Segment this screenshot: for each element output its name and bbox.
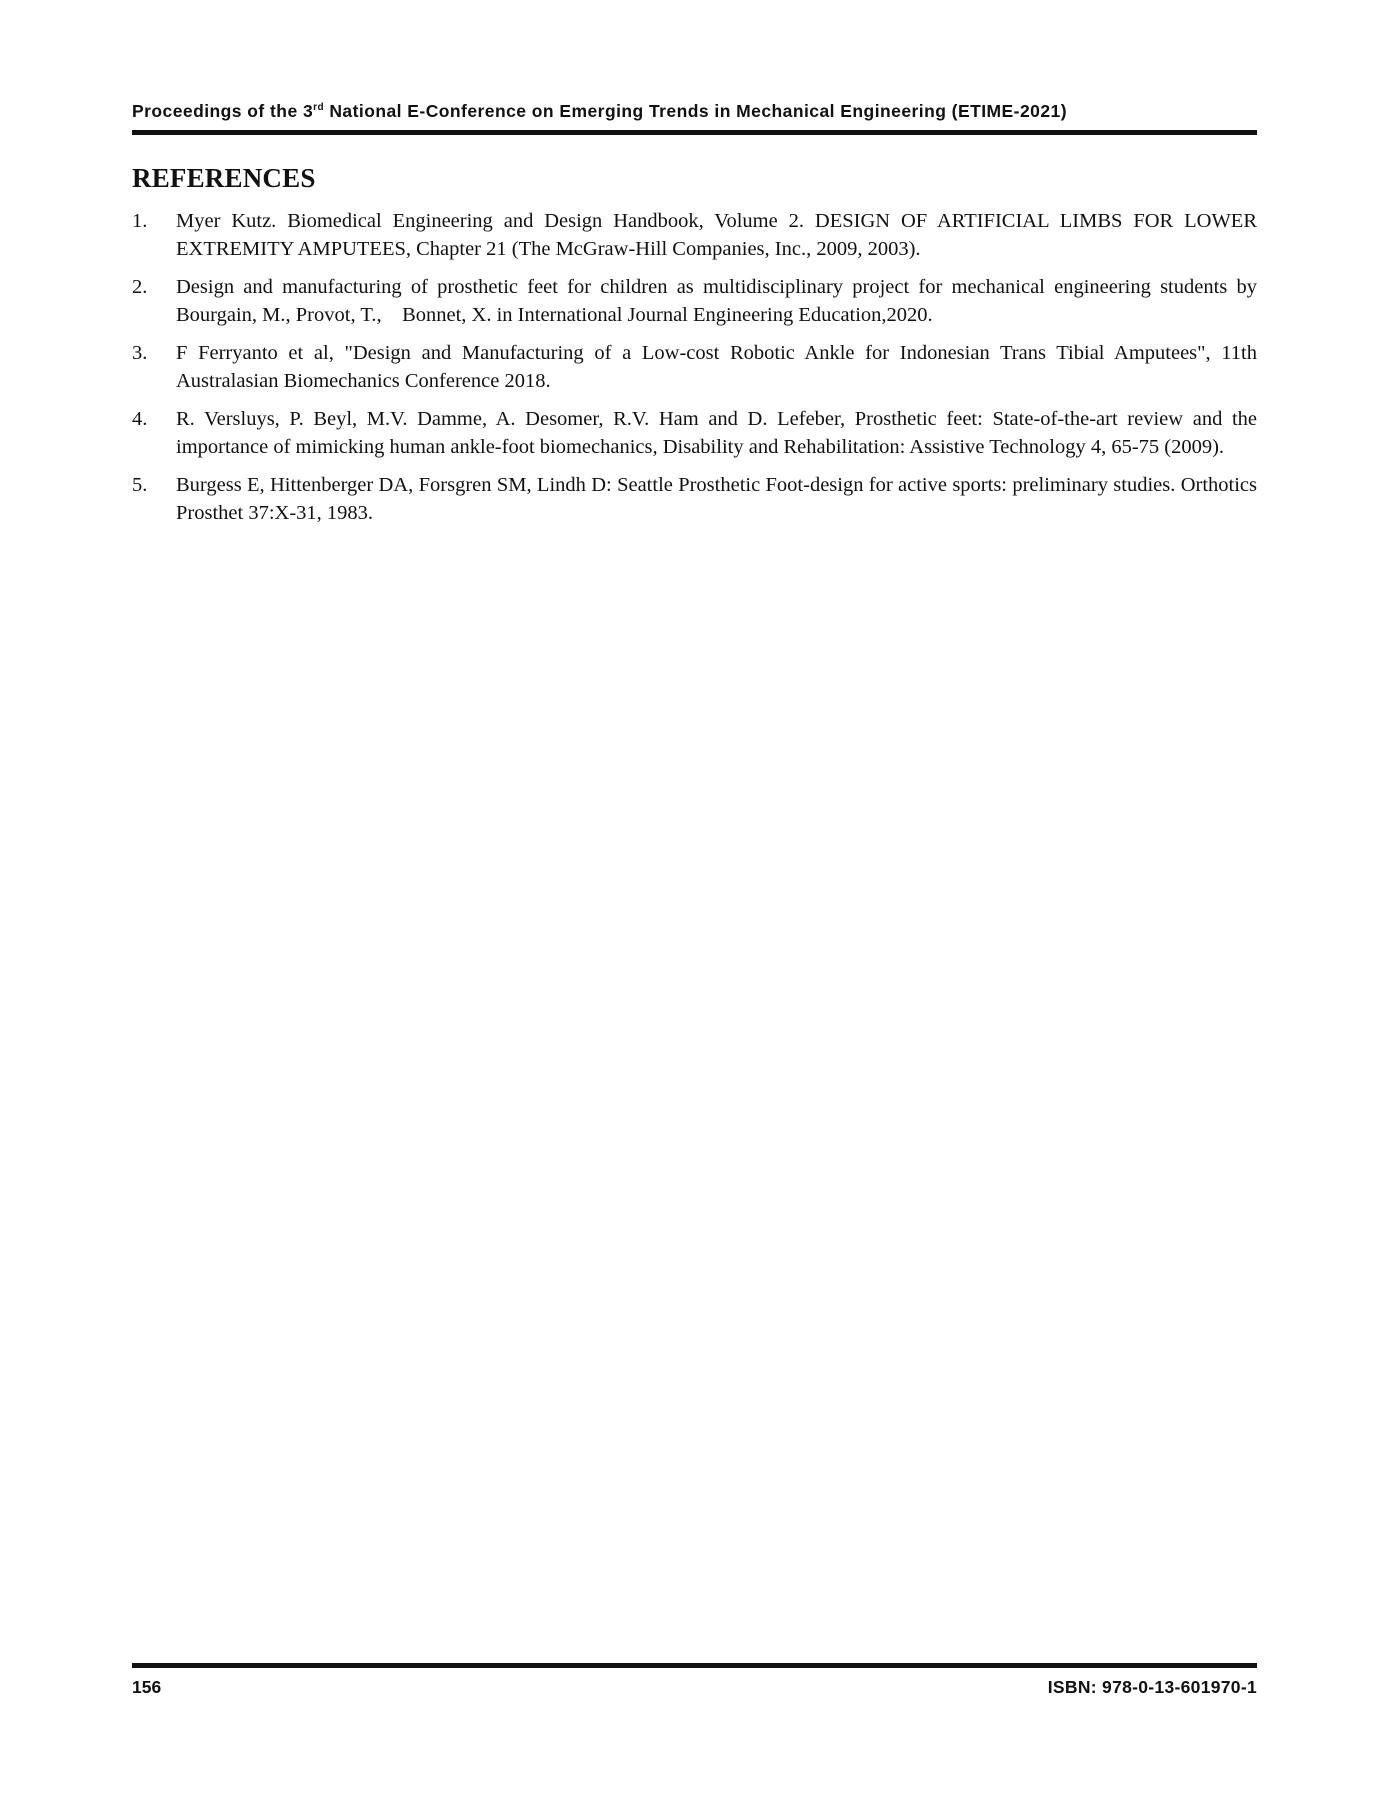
reference-number: 2.: [132, 276, 148, 298]
reference-item: [132, 472, 1257, 527]
reference-list: [132, 208, 1257, 538]
reference-item: [132, 406, 1257, 461]
reference-text: Myer Kutz. Biomedical Engineering and Design Handbook, Volume 2. DESIGN OF ARTIFICIAL LIMBS FOR LOWER EXTREMITY AMPUTEES, Chapter 21 (The McGraw-Hill Companies, Inc., 2009, 2003).: [176, 210, 1257, 260]
footer-rule: [132, 1663, 1257, 1668]
header-ordinal-suffix: rd: [313, 102, 325, 114]
reference-number: 3.: [132, 342, 148, 364]
reference-text: Burgess E, Hittenberger DA, Forsgren SM, Lindh D: Seattle Prosthetic Foot-design for active sports: preliminary studies. Orthotics Prosthet 37:X-31, 1983.: [176, 474, 1257, 524]
reference-text: Design and manufacturing of prosthetic feet for children as multidisciplinary project for mechanical engineering students by Bourgain, M., Provot, T., Bonnet, X. in International Journal Engineering Education,2020.: [176, 276, 1257, 326]
reference-text: R. Versluys, P. Beyl, M.V. Damme, A. Desomer, R.V. Ham and D. Lefeber, Prosthetic feet: State-of-the-art review and the importance of mimicking human ankle-foot biomechanics, Disability and Rehabilitation: Assistive Technology 4, 65-75 (2009).: [176, 408, 1257, 458]
running-header: [132, 101, 1067, 122]
header-text-end: National E-Conference on Emerging Trends in Mechanical Engineering (ETIME-2021): [324, 101, 1067, 121]
reference-item: [132, 274, 1257, 329]
header-text-start: Proceedings of the 3: [132, 101, 314, 121]
isbn-label: ISBN: 978-0-13-601970-1: [1047, 1677, 1257, 1697]
reference-number: 1.: [132, 210, 148, 232]
reference-item: [132, 340, 1257, 395]
reference-text: F Ferryanto et al, "Design and Manufacturing of a Low-cost Robotic Ankle for Indonesian Trans Tibial Amputees", 11th Australasian Biomechanics Conference 2018.: [176, 342, 1257, 392]
header-rule: [132, 130, 1257, 135]
page-number: 156: [132, 1677, 162, 1697]
section-heading: REFERENCES: [132, 163, 316, 193]
reference-number: 4.: [132, 408, 148, 430]
reference-item: [132, 208, 1257, 263]
reference-number: 5.: [132, 474, 148, 496]
